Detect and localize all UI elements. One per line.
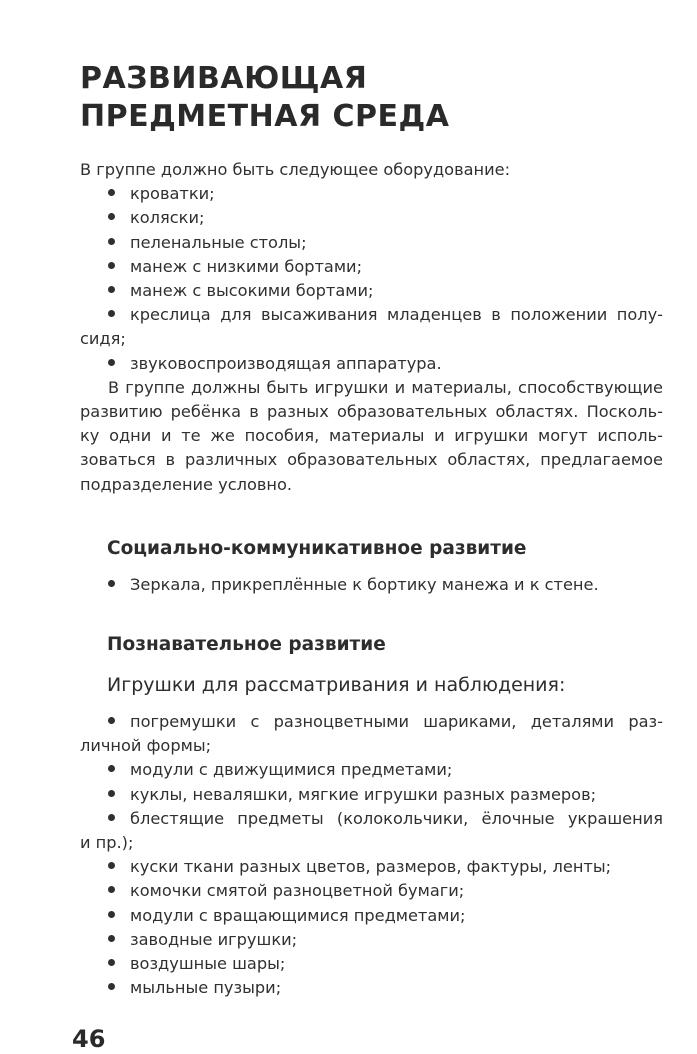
bullet-icon xyxy=(108,807,130,831)
bullet-icon xyxy=(108,904,130,928)
bullet-icon xyxy=(108,758,130,782)
list-item: манеж с высокими бортами; xyxy=(80,279,663,303)
list-item: куски ткани разных цветов, размеров, фактуры, ленты; xyxy=(80,855,663,879)
list-item: Зеркала, прикреплённые к бортику манежа и к стене. xyxy=(80,573,663,597)
bullet-icon xyxy=(108,303,130,327)
bullet-icon xyxy=(108,279,130,303)
bullet-icon xyxy=(108,710,130,734)
section-heading-cognitive: Познавательное развитие xyxy=(107,634,386,655)
bullet-icon xyxy=(108,573,130,597)
list-item: манеж с низкими бортами; xyxy=(80,255,663,279)
bullet-icon xyxy=(108,783,130,807)
paragraph-line: развитию ребёнка в разных образовательных областях. Посколь- xyxy=(80,402,663,422)
list-item: воздушные шары; xyxy=(80,952,663,976)
paragraph-line: В группе должны быть игрушки и материалы, способствующие xyxy=(108,377,663,397)
list-item-continuation: личной формы; xyxy=(80,736,212,756)
list-item: комочки смятой разноцветной бумаги; xyxy=(80,879,663,903)
equipment-section xyxy=(80,158,663,497)
bullet-icon xyxy=(108,352,130,376)
title-line-1: РАЗВИВАЮЩАЯ xyxy=(80,61,368,96)
page-title xyxy=(80,60,449,136)
paragraph-line: зоваться в различных образовательных областях, предлагаемое xyxy=(80,450,663,470)
page-number: 46 xyxy=(72,1025,106,1053)
bullet-icon xyxy=(108,928,130,952)
title-line-2: ПРЕДМЕТНАЯ СРЕДА xyxy=(80,99,450,134)
list-item: куклы, неваляшки, мягкие игрушки разных размеров; xyxy=(80,783,663,807)
list-item-continuation: и пр.); xyxy=(80,833,134,853)
list-item: модули с вращающимися предметами; xyxy=(80,904,663,928)
bullet-icon xyxy=(108,976,130,1000)
list-item: блестящие предметы (колокольчики, ёлочные украшения xyxy=(80,807,663,831)
cognitive-list xyxy=(80,710,663,1000)
bullet-icon xyxy=(108,182,130,206)
bullet-icon xyxy=(108,255,130,279)
list-item: заводные игрушки; xyxy=(80,928,663,952)
bullet-icon xyxy=(108,855,130,879)
list-item: модули с движущимися предметами; xyxy=(80,758,663,782)
list-item: кроватки; xyxy=(80,182,663,206)
equipment-intro: В группе должно быть следующее оборудование: xyxy=(80,160,511,179)
list-item: креслица для высаживания младенцев в положении полу- xyxy=(80,303,663,327)
list-item-continuation: сидя; xyxy=(80,329,126,349)
list-item: погремушки с разноцветными шариками, деталями раз- xyxy=(80,710,663,734)
bullet-icon xyxy=(108,206,130,230)
list-item: звуковоспроизводящая аппаратура. xyxy=(80,352,663,376)
list-item: мыльные пузыри; xyxy=(80,976,663,1000)
section-heading-social: Социально-коммуникативное развитие xyxy=(107,538,527,559)
paragraph-line: ку одни и те же пособия, материалы и игрушки могут исполь- xyxy=(80,426,663,446)
bullet-icon xyxy=(108,231,130,255)
paragraph-line: подразделение условно. xyxy=(80,474,293,494)
bullet-icon xyxy=(108,879,130,903)
subsection-heading: Игрушки для рассматривания и наблюдения: xyxy=(107,674,566,696)
list-item: коляски; xyxy=(80,206,663,230)
bullet-icon xyxy=(108,952,130,976)
list-item: пеленальные столы; xyxy=(80,231,663,255)
social-section xyxy=(80,573,663,597)
